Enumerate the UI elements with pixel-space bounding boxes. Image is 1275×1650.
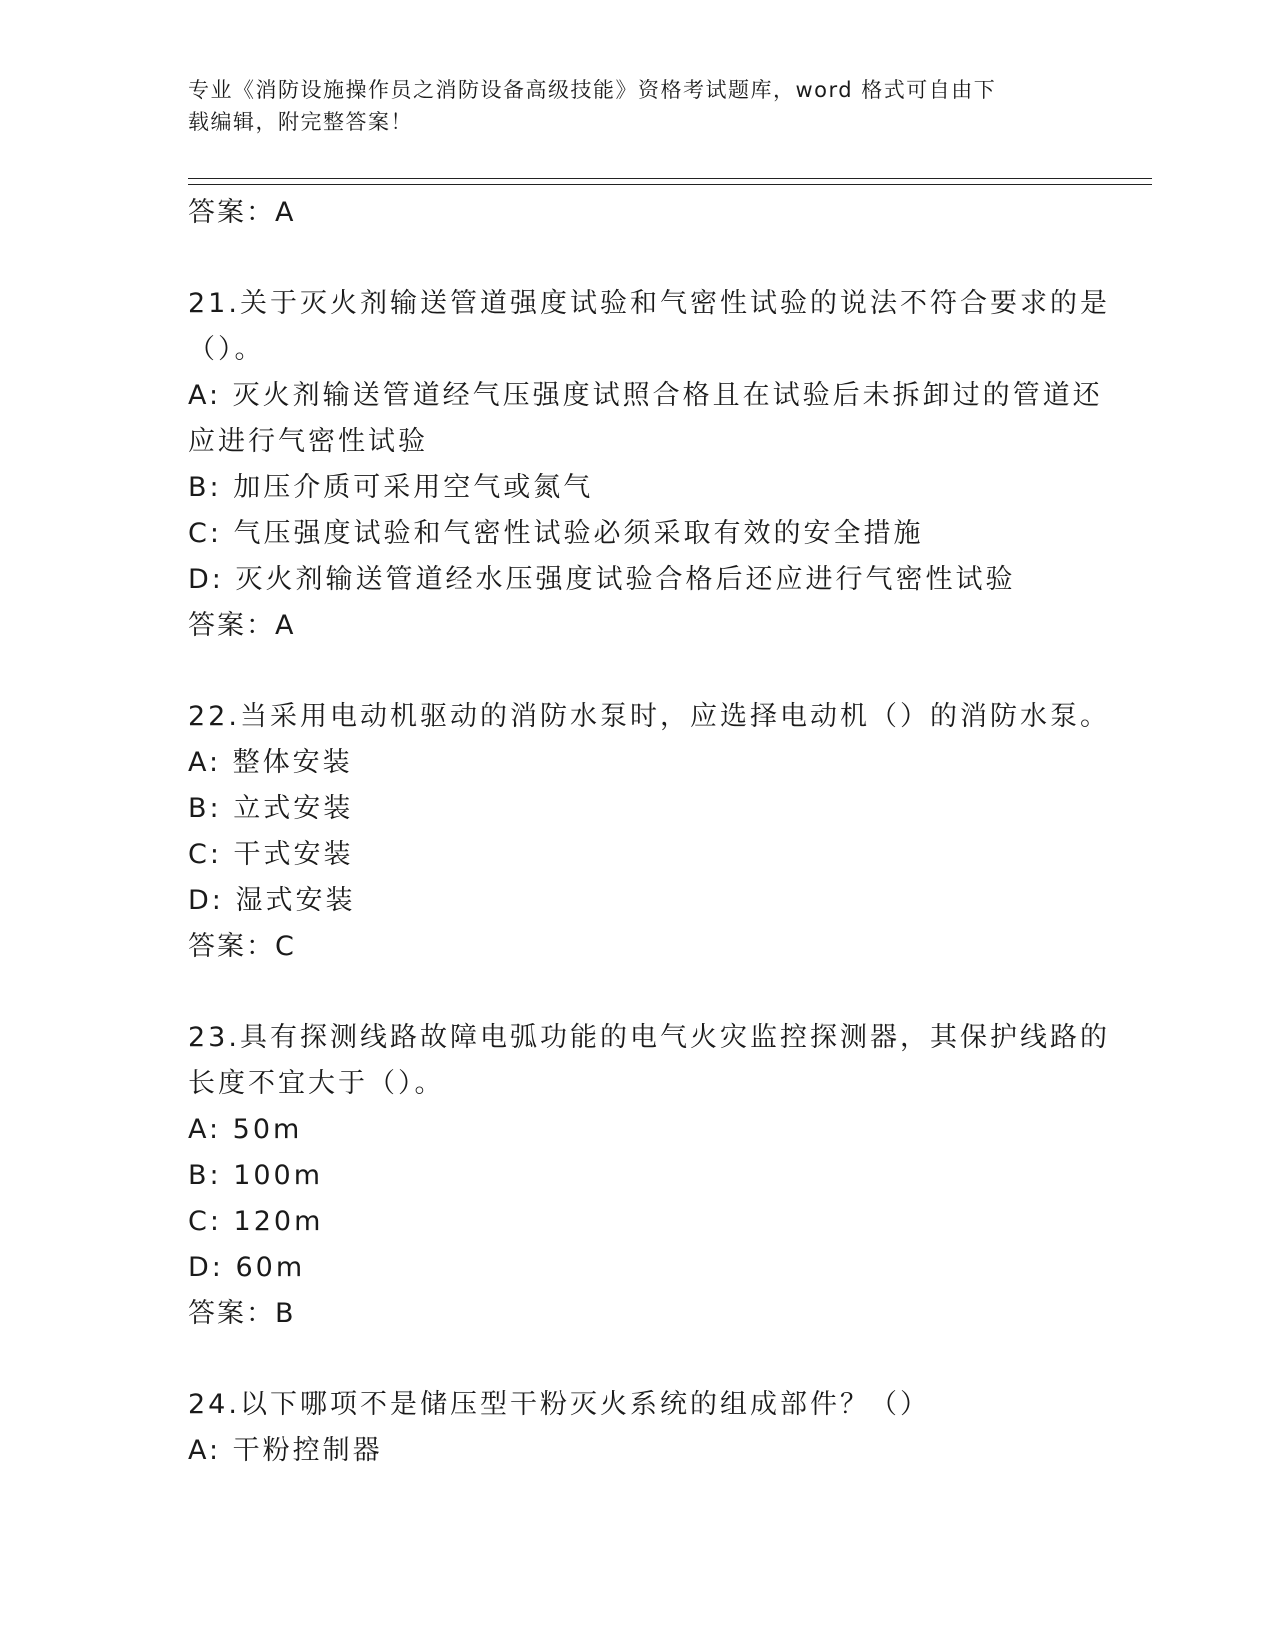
question-stem-continued: 长度不宜大于（）。	[188, 1068, 445, 1099]
document-header	[188, 74, 1068, 138]
option-a-continued: 应进行气密性试验	[188, 426, 428, 457]
option-d: D: 湿式安装	[188, 885, 356, 916]
question-23	[188, 1015, 1110, 1337]
option-a: A: 50m	[188, 1114, 303, 1145]
option-b: B: 加压介质可采用空气或氮气	[188, 472, 594, 503]
option-c: C: 干式安装	[188, 839, 354, 870]
question-list	[188, 190, 1110, 1474]
option-b: B: 100m	[188, 1160, 324, 1191]
option-a: A: 整体安装	[188, 747, 353, 778]
header-line-2: 载编辑，附完整答案！	[188, 110, 413, 134]
answer: 答案：C	[188, 931, 296, 962]
question-stem: 22.当采用电动机驱动的消防水泵时，应选择电动机（）的消防水泵。	[188, 701, 1110, 732]
header-line-1: 专业《消防设施操作员之消防设备高级技能》资格考试题库，word 格式可自由下	[188, 78, 997, 102]
question-21	[188, 281, 1110, 649]
option-a: A: 干粉控制器	[188, 1435, 383, 1466]
answer: 答案：B	[188, 1298, 296, 1329]
option-c: C: 气压强度试验和气密性试验必须采取有效的安全措施	[188, 518, 924, 549]
question-stem: 24.以下哪项不是储压型干粉灭火系统的组成部件？（）	[188, 1389, 930, 1420]
option-b: B: 立式安装	[188, 793, 354, 824]
answer: 答案：A	[188, 610, 296, 641]
question-stem: 23.具有探测线路故障电弧功能的电气火灾监控探测器，其保护线路的	[188, 1022, 1110, 1053]
option-c: C: 120m	[188, 1206, 324, 1237]
question-stem: 21.关于灭火剂输送管道强度试验和气密性试验的说法不符合要求的是	[188, 288, 1110, 319]
question-stem-continued: （）。	[188, 334, 265, 365]
answer-prev: 答案：A	[188, 197, 296, 228]
header-divider-bottom	[188, 184, 1152, 185]
option-d: D: 灭火剂输送管道经水压强度试验合格后还应进行气密性试验	[188, 564, 1016, 595]
question-24	[188, 1382, 1088, 1474]
header-divider-top	[188, 178, 1152, 179]
question-22	[188, 694, 1110, 970]
option-d: D: 60m	[188, 1252, 306, 1283]
option-a: A: 灭火剂输送管道经气压强度试照合格且在试验后未拆卸过的管道还	[188, 380, 1103, 411]
